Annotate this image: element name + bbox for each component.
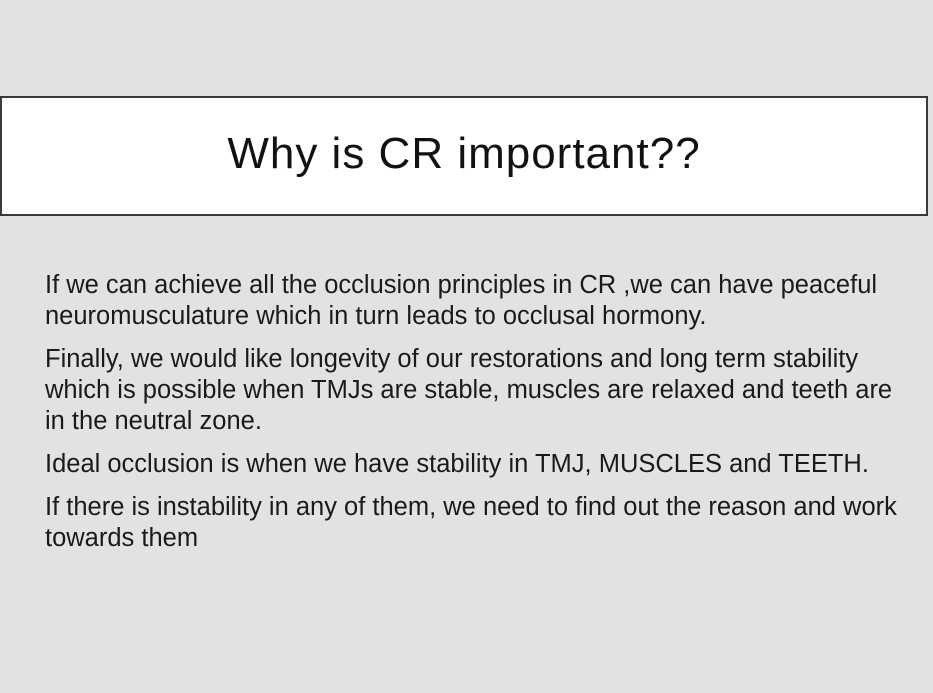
paragraph-instability: If there is instability in any of them, we need to find out the reason and work towards them <box>45 493 897 552</box>
paragraph-ideal-occlusion: Ideal occlusion is when we have stability in TMJ, MUSCLES and TEETH. <box>45 450 869 478</box>
slide-body <box>45 270 905 566</box>
paragraph-longevity: Finally, we would like longevity of our restorations and long term stability which is possible when TMJs are stable, muscles are relaxed and teeth are in the neutral zone. <box>45 345 893 435</box>
slide-title: Why is CR important?? <box>227 129 701 178</box>
title-band <box>0 96 928 216</box>
paragraph-cr-principles: If we can achieve all the occlusion principles in CR ,we can have peaceful neuromusculature which in turn leads to occlusal hormony. <box>45 271 878 330</box>
